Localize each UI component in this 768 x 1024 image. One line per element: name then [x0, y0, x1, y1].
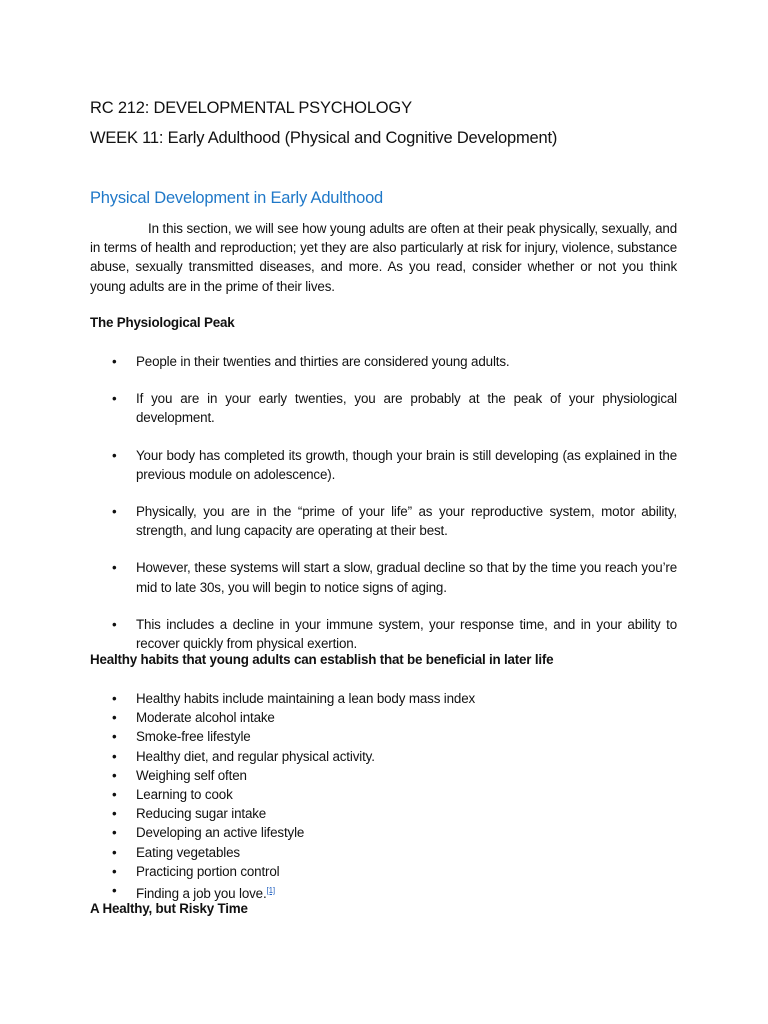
list-item-text: If you are in your early twenties, you are probably at the peak of your physiological development.	[136, 391, 677, 426]
list-item	[90, 615, 677, 653]
list-item	[90, 446, 677, 484]
bullet-icon: •	[112, 616, 117, 632]
list-item	[90, 804, 677, 823]
bullet-icon: •	[112, 710, 117, 726]
list-item	[90, 766, 677, 785]
subheading-physiological-peak: The Physiological Peak	[90, 315, 235, 330]
list-item	[90, 502, 677, 540]
bullet-icon: •	[112, 863, 117, 879]
list-item-text: People in their twenties and thirties are considered young adults.	[136, 354, 510, 369]
intro-paragraph: In this section, we will see how young adults are often at their peak physically, sexually, and in terms of health and reproduction; yet they are also particularly at risk for injury, violence, substance abuse, sexually transmitted diseases, and more. As you read, consider whether or not you think young adults are in the prime of their lives.	[90, 221, 677, 294]
bullet-icon: •	[112, 504, 117, 520]
bullet-icon: •	[112, 787, 117, 803]
list-item	[90, 823, 677, 842]
section-heading: Physical Development in Early Adulthood	[90, 189, 384, 207]
list-item-text: Developing an active lifestyle	[136, 825, 305, 841]
list-item	[90, 389, 677, 427]
list-item	[90, 785, 677, 804]
course-title: RC 212: DEVELOPMENTAL PSYCHOLOGY	[90, 99, 412, 117]
list-item-text: Healthy diet, and regular physical activity.	[136, 748, 375, 764]
list-item-text: Reducing sugar intake	[136, 806, 267, 822]
bullet-icon: •	[112, 560, 117, 576]
list-item-text: This includes a decline in your immune system, your response time, and in your ability to recover quickly from physical exertion.	[136, 616, 677, 652]
list-item-text: Practicing portion control	[136, 863, 280, 879]
list-item	[90, 747, 677, 766]
habits-list	[90, 689, 677, 903]
list-item	[90, 843, 677, 862]
bullet-icon: •	[112, 691, 117, 706]
subheading-risky-time: A Healthy, but Risky Time	[90, 901, 248, 916]
bullet-icon: •	[112, 748, 117, 764]
list-item-text: Smoke-free lifestyle	[136, 729, 251, 745]
list-item-text: Finding a job you love.	[136, 886, 267, 902]
peak-list	[90, 352, 677, 671]
list-item-text: Learning to cook	[136, 787, 233, 803]
bullet-icon: •	[112, 729, 117, 745]
subheading-healthy-habits: Healthy habits that young adults can establish that be beneficial in later life	[90, 652, 554, 667]
bullet-icon: •	[112, 883, 117, 899]
bullet-icon: •	[112, 447, 117, 463]
list-item	[90, 689, 677, 708]
list-item	[90, 727, 677, 746]
bullet-icon: •	[112, 825, 117, 841]
bullet-icon: •	[112, 767, 117, 783]
list-item-text: Healthy habits include maintaining a lean body mass index	[136, 691, 476, 706]
list-item	[90, 558, 677, 596]
week-title: WEEK 11: Early Adulthood (Physical and Cognitive Development)	[90, 129, 558, 147]
list-item	[90, 708, 677, 727]
list-item	[90, 352, 677, 371]
bullet-icon: •	[112, 844, 117, 860]
bullet-icon: •	[112, 391, 117, 407]
bullet-icon: •	[112, 354, 117, 369]
bullet-icon: •	[112, 806, 117, 822]
list-item-text: Eating vegetables	[136, 844, 240, 860]
list-item-text: Physically, you are in the “prime of your life” as your reproductive system, motor ability, strength, and lung capacity are operating at their best.	[136, 504, 677, 539]
list-item-text: Moderate alcohol intake	[136, 710, 275, 726]
list-item-text: Weighing self often	[136, 767, 247, 783]
list-item-text: However, these systems will start a slow, gradual decline so that by the time you reach you’re mid to late 30s, you will begin to notice signs of aging.	[136, 560, 677, 595]
list-item	[90, 881, 677, 903]
list-item-text: Your body has completed its growth, though your brain is still developing (as explained in the previous module on adolescence).	[136, 447, 677, 482]
list-item	[90, 862, 677, 881]
footnote-link[interactable]: [1]	[266, 886, 275, 896]
